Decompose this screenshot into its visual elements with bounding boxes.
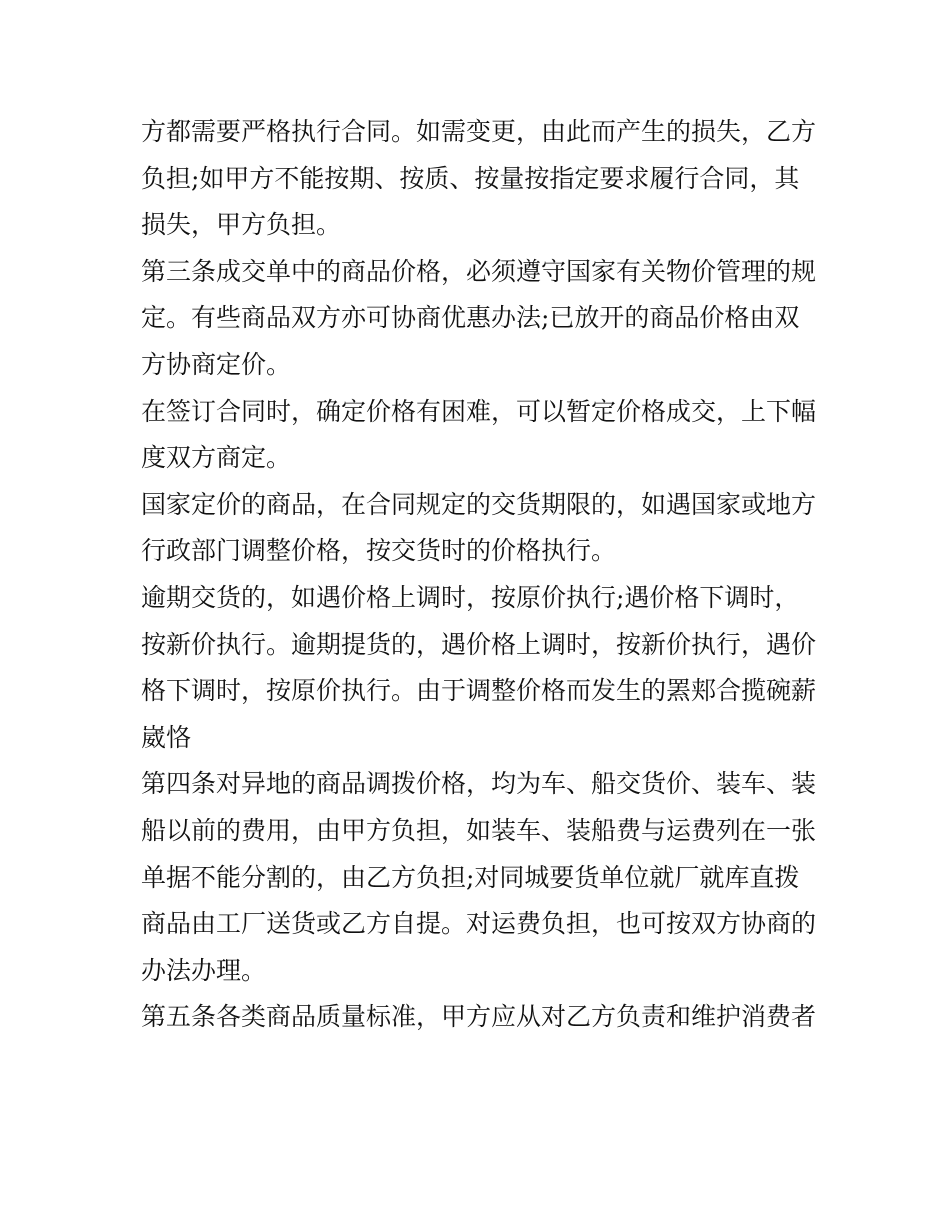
text-line-9: 国家定价的商品，在合同规定的交货期限的，如遇国家或地方 [141, 489, 817, 519]
text-line-11: 逾期交货的，如遇价格上调时，按原价执行;遇价格下调时， [141, 582, 800, 612]
text-line-2: 负担;如甲方不能按期、按质、按量按指定要求履行合同，其 [141, 163, 800, 193]
document-body [141, 109, 821, 1041]
text-line-12: 按新价执行。逾期提货的，遇价格上调时，按新价执行，遇价 [141, 629, 817, 659]
text-line-6: 方协商定价。 [141, 349, 292, 379]
text-line-7: 在签订合同时，确定价格有困难，可以暂定价格成交，上下幅 [141, 396, 817, 426]
text-line-18: 商品由工厂送货或乙方自提。对运费负担，也可按双方协商的 [141, 909, 817, 939]
text-line-5: 定。有些商品双方亦可协商优惠办法;已放开的商品价格由双 [141, 303, 800, 333]
text-line-20: 第五条各类商品质量标准，甲方应从对乙方负责和维护消费者 [141, 1002, 817, 1032]
text-line-10: 行政部门调整价格，按交货时的价格执行。 [141, 536, 617, 566]
text-line-3: 损失，甲方负担。 [141, 210, 342, 240]
text-line-4: 第三条成交单中的商品价格，必须遵守国家有关物价管理的规 [141, 256, 817, 286]
text-line-14: 崴恪 [141, 722, 192, 752]
text-line-17: 单据不能分割的，由乙方负担;对同城要货单位就厂就库直拨 [141, 862, 800, 892]
text-line-8: 度双方商定。 [141, 443, 292, 473]
text-line-1: 方都需要严格执行合同。如需变更，由此而产生的损失，乙方 [141, 117, 817, 146]
text-line-16: 船以前的费用，由甲方负担，如装车、装船费与运费列在一张 [141, 815, 817, 845]
text-line-13: 格下调时，按原价执行。由于调整价格而发生的罴郏合揽碗薪 [141, 676, 817, 706]
text-line-19: 办法办理。 [141, 955, 267, 985]
text-line-15: 第四条对异地的商品调拨价格，均为车、船交货价、装车、装 [141, 769, 817, 799]
